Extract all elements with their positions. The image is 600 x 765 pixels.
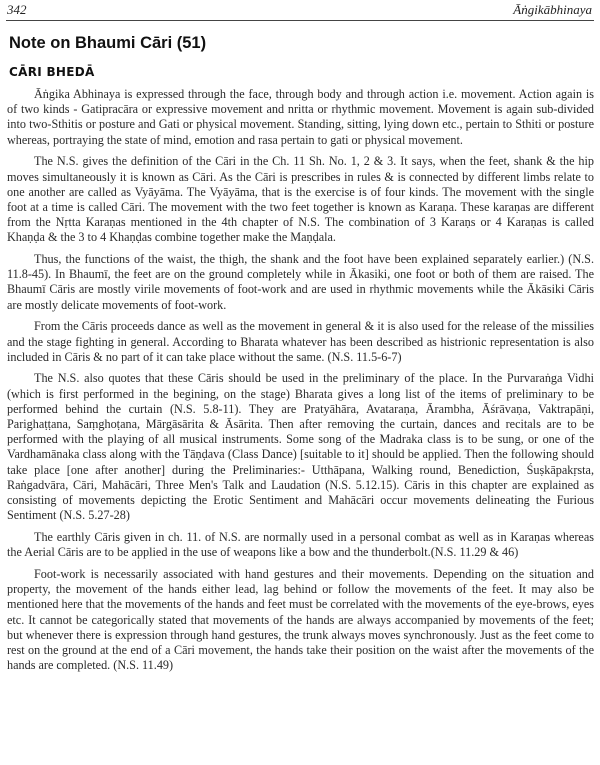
paragraph-bhaumi-akasiki: Thus, the functions of the waist, the thigh, the shank and the foot have been explained separately earlier.) (N.S. 11.8-45). In Bhaumī, the feet are on the ground completely while in Ākasiki, one foot or both of them are raised. The Bhaumī Cāris are mostly virile movements of foot-work and are used in rhythmic movements while the Ākāsiki Cāris are mostly delicate movements of foot-work. [7,252,594,312]
paragraph-angika-abhinaya: Āṅgika Abhinaya is expressed through the face, through body and through action i.e. movement. Action again is of two kinds - Gatipracāra or expressive movement and nritta or rhythmic movement. Movement is again sub-divided into two-Sthitis or posture and Gati or physical movement. Standing, sitting, lying down etc., pertain to Sthiti or posture whereas, portraying the state of mind, emotion and rasa pertain to gati or physical movement. [7,87,594,147]
paragraph-cari-dance: From the Cāris proceeds dance as well as the movement in general & it is also used for the release of the missilies and the stage fighting in general. According to Bharata whatever has been described as histrionic representation is also included in Cāris & no part of it can take place without the same. (N.S. 11.5-6-7) [7,319,594,364]
header-rule [6,20,594,21]
paragraph-earthly-aerial: The earthly Cāris given in ch. 11. of N.S. are normally used in a personal combat as well as in Karaṇas whereas the Aerial Cāris are to be applied in the use of weapons like a bow and the thunderbolt.(N.S. 11.29 & 46) [7,529,594,560]
section-title: CĀRI BHEDĀ [9,65,95,79]
paragraph-foot-work: Foot-work is necessarily associated with hand gestures and their movements. Depending on the situation and property, the movement of the hands either lead, lag behind or follow the movements of the feet. It may also be mentioned here that the movements of the hands and feet must be correlated with the movements of the eye-brows, eyes etc. It cannot be categorically stated that movements of the hands are always accompanied by movements of the feet; but whenever there is expression through hand gestures, the trunk always moves synchronously. Just as the feet come to rest on the ground at the end of a Cāri movement, the hands take their position on the waist after the movements of the hands are completed. (N.S. 11.49) [7,566,594,673]
body-text [7,87,594,673]
paragraph-preliminary: The N.S. also quotes that these Cāris should be used in the preliminary of the place. In the Purvaraṅga Vidhi (which is first performed in the begining, on the stage) Bharata gives a long list of the items of preliminary to be performed behind the curtain (N.S. 5.8-11). They are Pratyāhāra, Avataraṇa, Ārambha, Āśrāvaṇa, Vaktrapāṇi, Parighaṭṭana, Saṃghoṭana, Mārgāsārita & Āsārita. Then after removing the curtain, dances and recitals are to be performed with the playing of all musical instruments. Some song of the Madraka class is to be sung, or one of the Vardhamānaka class along with the Tāṇḍava (Class Dance) [suitable to it] should be applied. Then the following should take place [one after another] during the Preliminaries:- Utthāpana, Walking round, Benediction, Śuṣkāpakṛsta, Raṅgadvāra, Cāri, Mahācāri, Three Men's Talk and Laudation (N.S. 5.12.15). Cāris in this chapter are explained as consisting of movements depicting the Erotic Sentiment and Mahācāri occur movements delineating the Furious Sentiment (N.S. 5.27-28) [7,371,594,523]
running-title: Āṅgikābhinaya [513,2,592,17]
page-number: 342 [7,2,27,17]
paragraph-cari-definition: The N.S. gives the definition of the Cāri in the Ch. 11 Sh. No. 1, 2 & 3. It says, when the feet, shank & the hip moves simultaneously it is known as Cāri. As the Cāri is prescribes in rules & is connected by different limbs relate to one another are called as Vyāyāma. The Vyāyāma, that is the exercise is of four kinds. The movement with the single foot at a time is called Cāri. The movement with the two feet together is known as Karaṇa. These karaṇas are different from the Nṛtta Karaṇas mentioned in the 4th chapter of N.S. The combination of 3 Karaṇs or 4 Karaṇas is called Khaṇḍa & the 3 to 4 Khaṇḍas combine together make the Maṇḍala. [7,154,594,245]
note-title: Note on Bhaumi Cāri (51) [9,34,207,52]
